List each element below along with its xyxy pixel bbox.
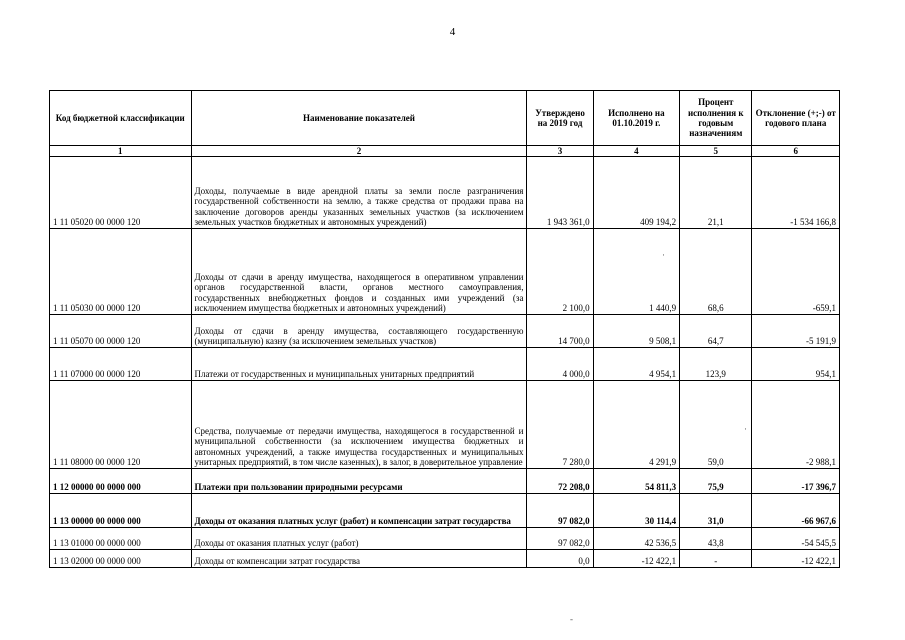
header-percent: Процент исполнения к годовым назначениям [680,91,752,146]
header-code: Код бюджетной классификации [50,91,192,146]
cell-approved: 72 208,0 [527,469,593,494]
cell-executed: 409 194,2 [593,157,680,229]
cell-approved: 97 082,0 [527,528,593,550]
table-row [50,381,840,469]
header-deviation: Отклонение (+;-) от годового плана [752,91,840,146]
cell-percent: 75,9 [680,469,752,494]
scan-speck: - [570,614,573,624]
cell-approved: 1 943 361,0 [527,157,593,229]
table-row [50,469,840,494]
cell-deviation: -5 191,9 [752,315,840,348]
cell-approved: 4 000,0 [527,348,593,381]
cell-deviation: -1 534 166,8 [752,157,840,229]
cell-code: 1 11 05070 00 0000 120 [50,315,192,348]
table-row [50,348,840,381]
column-number: 3 [527,146,593,157]
cell-executed: -12 422,1 [593,550,680,568]
budget-execution-table [49,90,840,568]
cell-name: Доходы, получаемые в виде арендной платы за земли после разграничения государственной собственности на землю, а также средства от продажи права на заключение договоров аренды указанных земельных участков (за исключением земельных участков бюджетных и автономных учреждений) [191,157,527,229]
cell-executed: 4 291,9 [593,381,680,469]
cell-percent: 59,0 [680,381,752,469]
cell-code: 1 13 01000 00 0000 000 [50,528,192,550]
column-number: 6 [752,146,840,157]
cell-code: 1 12 00000 00 0000 000 [50,469,192,494]
cell-deviation: -66 967,6 [752,494,840,528]
cell-name: Доходы от сдачи в аренду имущества, находящегося в оперативном управлении органов государственной власти, органов местного самоуправления, государственных внебюджетных фондов и созданных ими учреждений (за исключением имущества бюджетных и автономных учреждений) [191,229,527,315]
cell-percent: - [680,550,752,568]
cell-percent: 31,0 [680,494,752,528]
table-row [50,494,840,528]
table-row [50,550,840,568]
scan-speck: · [744,424,747,434]
cell-name: Платежи при пользовании природными ресурсами [191,469,527,494]
cell-executed: 42 536,5 [593,528,680,550]
cell-name: Доходы от оказания платных услуг (работ) и компенсации затрат государства [191,494,527,528]
cell-name: Средства, получаемые от передачи имущества, находящегося в государственной и муниципальной собственности (за исключением имущества бюджетных и автономных учреждений, а также имущества государственных и муниципальных унитарных предприятий, в том числе казенных), в залог, в доверительное управление [191,381,527,469]
cell-percent: 21,1 [680,157,752,229]
cell-name: Доходы от сдачи в аренду имущества, составляющего государственную (муниципальную) казну (за исключением земельных участков) [191,315,527,348]
header-row [50,91,840,146]
cell-percent: 123,9 [680,348,752,381]
scan-speck: · [662,250,665,260]
page-number: 4 [449,26,456,38]
cell-deviation: -659,1 [752,229,840,315]
header-approved: Утверждено на 2019 год [527,91,593,146]
table-body [50,157,840,568]
cell-code: 1 11 07000 00 0000 120 [50,348,192,381]
table-row [50,315,840,348]
cell-deviation: -12 422,1 [752,550,840,568]
cell-code: 1 13 02000 00 0000 000 [50,550,192,568]
cell-approved: 0,0 [527,550,593,568]
table-row [50,157,840,229]
column-number: 1 [50,146,192,157]
cell-executed: 54 811,3 [593,469,680,494]
cell-executed: 1 440,9 [593,229,680,315]
column-number-row [50,146,840,157]
cell-code: 1 13 00000 00 0000 000 [50,494,192,528]
table-row [50,229,840,315]
cell-deviation: 954,1 [752,348,840,381]
cell-executed: 4 954,1 [593,348,680,381]
cell-name: Доходы от компенсации затрат государства [191,550,527,568]
header-name: Наименование показателей [191,91,527,146]
cell-percent: 68,6 [680,229,752,315]
column-number: 4 [593,146,680,157]
cell-code: 1 11 05030 00 0000 120 [50,229,192,315]
cell-deviation: -2 988,1 [752,381,840,469]
cell-deviation: -54 545,5 [752,528,840,550]
column-number: 2 [191,146,527,157]
table-row [50,528,840,550]
cell-executed: 30 114,4 [593,494,680,528]
cell-deviation: -17 396,7 [752,469,840,494]
cell-approved: 97 082,0 [527,494,593,528]
cell-code: 1 11 05020 00 0000 120 [50,157,192,229]
cell-code: 1 11 08000 00 0000 120 [50,381,192,469]
cell-executed: 9 508,1 [593,315,680,348]
cell-name: Доходы от оказания платных услуг (работ) [191,528,527,550]
cell-approved: 14 700,0 [527,315,593,348]
column-number: 5 [680,146,752,157]
cell-percent: 64,7 [680,315,752,348]
cell-percent: 43,8 [680,528,752,550]
header-executed: Исполнено на 01.10.2019 г. [593,91,680,146]
cell-name: Платежи от государственных и муниципальных унитарных предприятий [191,348,527,381]
cell-approved: 2 100,0 [527,229,593,315]
cell-approved: 7 280,0 [527,381,593,469]
